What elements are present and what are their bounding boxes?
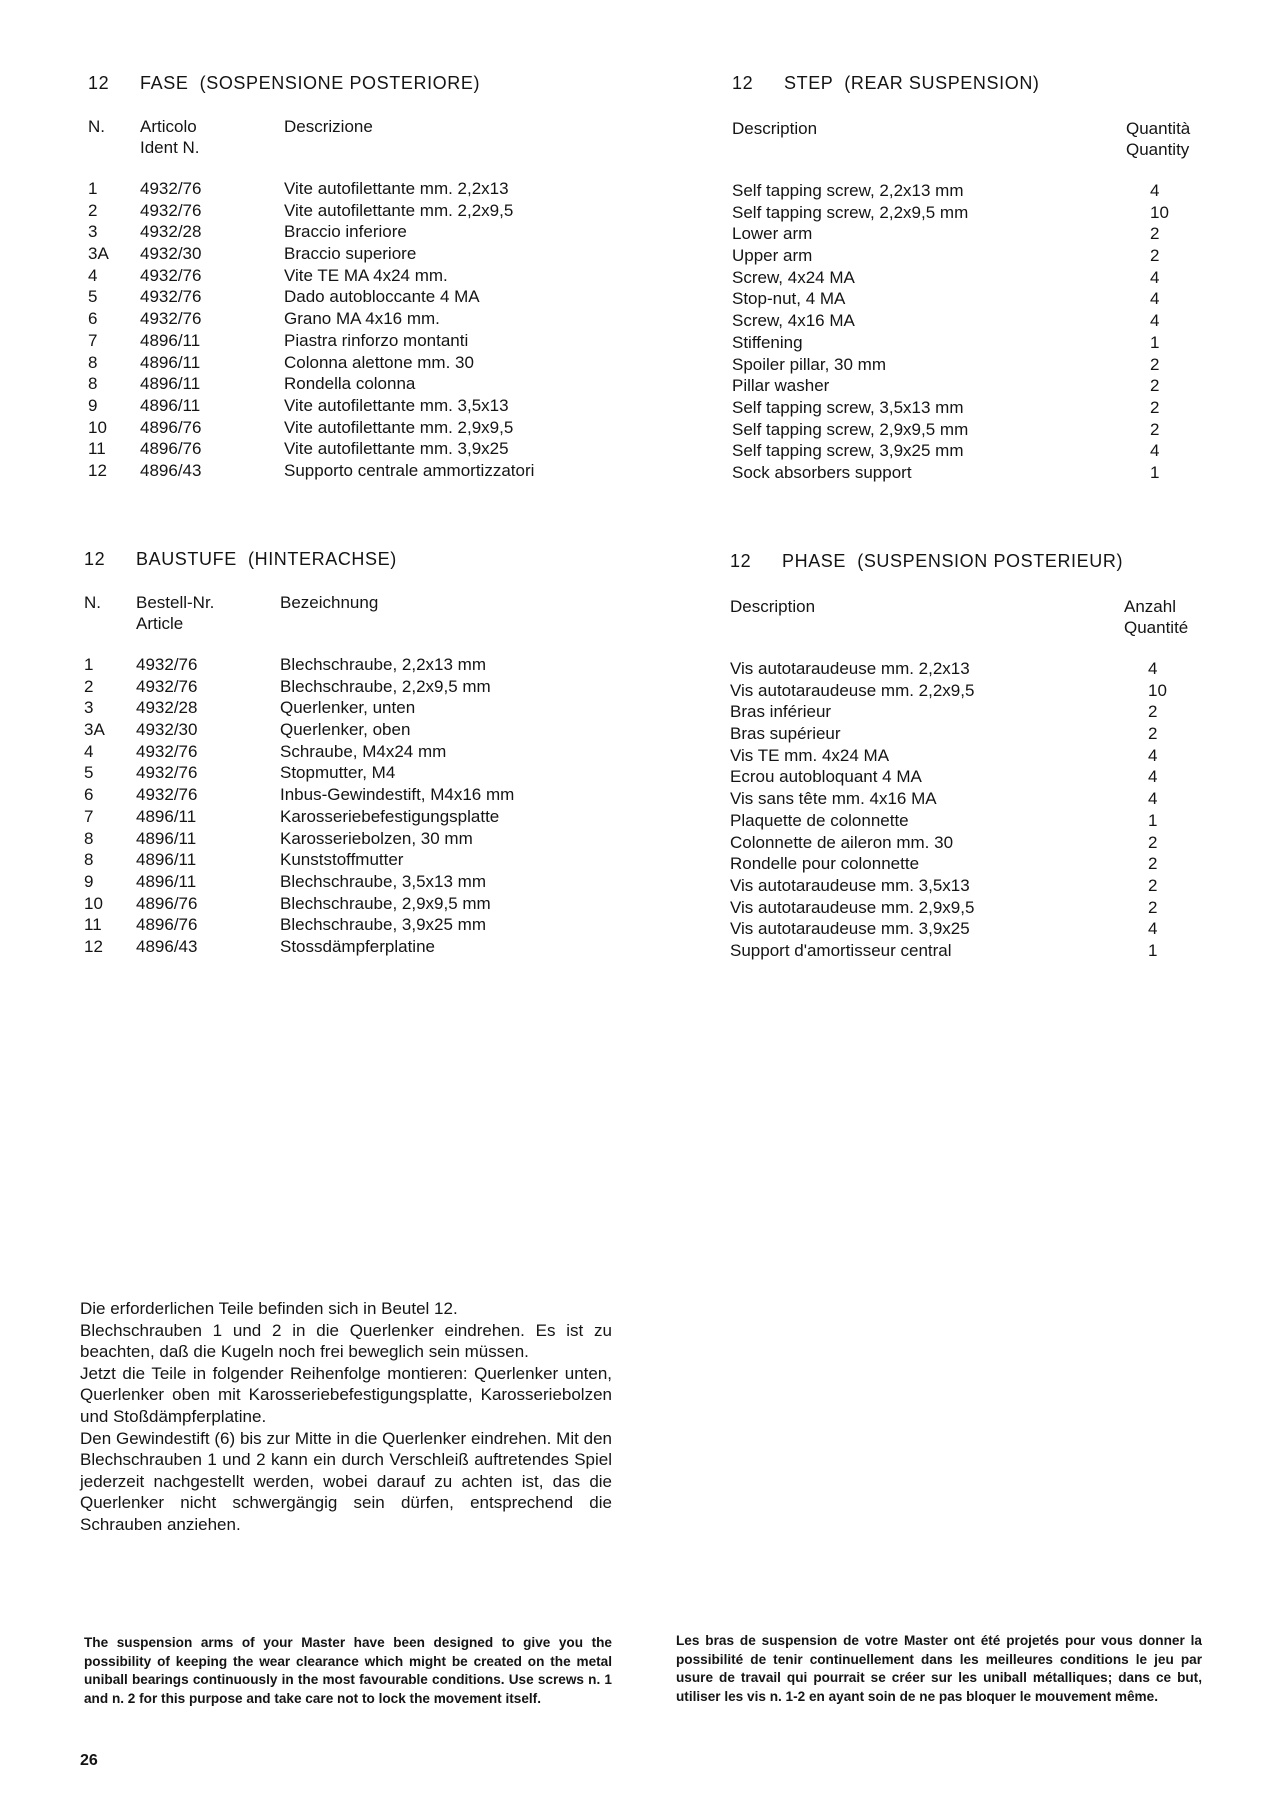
table-row (88, 308, 628, 330)
part-description: Spoiler pillar, 30 mm (732, 354, 887, 374)
part-description: Plaquette de colonnette (730, 810, 909, 830)
part-quantity: 2 (1150, 419, 1160, 439)
title-text: STEP (REAR SUSPENSION) (784, 73, 1040, 93)
row-number: 5 (88, 287, 98, 307)
title-text: BAUSTUFE (HINTERACHSE) (136, 549, 397, 569)
article-number: 4896/43 (140, 460, 202, 480)
table-row (730, 766, 1210, 788)
part-description: Vite autofilettante mm. 3,9x25 (284, 439, 509, 459)
table-row (732, 310, 1212, 332)
parts-list (732, 180, 1212, 484)
part-description: Screw, 4x16 MA (732, 311, 855, 331)
part-description: Querlenker, oben (280, 720, 411, 740)
row-number: 3 (88, 222, 98, 242)
table-row (84, 806, 624, 828)
table-row (730, 788, 1210, 810)
parts-list (84, 654, 624, 958)
part-quantity: 4 (1148, 919, 1158, 939)
row-number: 2 (84, 676, 94, 696)
table-row (88, 265, 628, 287)
part-description: Self tapping screw, 2,9x9,5 mm (732, 419, 969, 439)
table-row (730, 897, 1210, 919)
part-quantity: 4 (1148, 659, 1158, 678)
table-row (88, 460, 628, 482)
page-number: 26 (80, 1752, 98, 1769)
table-row (732, 245, 1212, 267)
part-description: Rondelle pour colonnette (730, 854, 920, 874)
table-row (84, 914, 624, 936)
part-description: Stop-nut, 4 MA (732, 289, 846, 309)
part-description: Braccio superiore (284, 244, 417, 264)
table-row (88, 417, 628, 439)
table-row (732, 332, 1212, 354)
part-description: Lower arm (732, 224, 813, 244)
row-number: 5 (84, 763, 94, 783)
section-title (88, 72, 628, 94)
part-description: Vis autotaraudeuse mm. 3,9x25 (730, 919, 970, 939)
header-article: Bestell-Nr. Article (136, 593, 215, 633)
header-quantity: Anzahl Quantité (1124, 597, 1189, 637)
part-quantity: 2 (1150, 224, 1160, 244)
row-number: 1 (84, 655, 94, 674)
part-description: Pillar washer (732, 376, 830, 396)
part-quantity: 4 (1148, 767, 1158, 787)
part-quantity: 1 (1148, 940, 1158, 960)
article-number: 4896/11 (136, 806, 197, 826)
row-number: 7 (84, 806, 94, 826)
table-row (730, 853, 1210, 875)
part-description: Vite TE MA 4x24 mm. (284, 265, 448, 285)
table-row (88, 221, 628, 243)
section-title (84, 548, 624, 570)
article-number: 4896/11 (136, 871, 197, 891)
part-description: Support d'amortisseur central (730, 940, 952, 960)
part-quantity: 1 (1150, 332, 1160, 352)
row-number: 8 (84, 828, 94, 848)
table-row (84, 741, 624, 763)
part-quantity: 2 (1148, 832, 1158, 852)
part-description: Vis autotaraudeuse mm. 2,9x9,5 (730, 897, 975, 917)
part-quantity: 4 (1150, 441, 1160, 461)
table-row (732, 180, 1212, 202)
table-row (84, 936, 624, 958)
part-quantity: 2 (1148, 854, 1158, 874)
article-number: 4932/76 (140, 265, 202, 285)
article-number: 4932/30 (136, 720, 198, 740)
article-number: 4932/76 (136, 741, 198, 761)
part-description: Bras inférieur (730, 702, 832, 722)
article-number: 4932/28 (140, 222, 202, 242)
header-description: Descrizione (284, 117, 373, 136)
article-number: 4896/11 (136, 850, 197, 870)
row-number: 10 (84, 893, 103, 913)
article-number: 4932/30 (140, 244, 202, 264)
part-quantity: 4 (1150, 311, 1160, 331)
note-text: The suspension arms of your Master have been designed to give you the possibility of keeping the wear clearance which might be created on the metal uniball bearings continuously in the most favourable conditions. Use screws n. 1 and n. 2 for this purpose and take care not to lock the movement itself. (84, 1635, 612, 1706)
table-row (84, 654, 624, 676)
parts-list (730, 658, 1210, 962)
row-number: 12 (84, 936, 103, 956)
row-number: 11 (88, 439, 106, 459)
article-number: 4896/11 (140, 352, 201, 372)
part-quantity: 4 (1150, 267, 1160, 287)
table-row (732, 202, 1212, 224)
title-text: FASE (SOSPENSIONE POSTERIORE) (140, 73, 481, 93)
part-quantity: 10 (1150, 202, 1169, 222)
part-description: Dado autobloccante 4 MA (284, 287, 480, 307)
part-description: Self tapping screw, 2,2x9,5 mm (732, 202, 969, 222)
header-article: Articolo Ident N. (140, 117, 200, 157)
part-description: Kunststoffmutter (280, 850, 404, 870)
part-description: Vis autotaraudeuse mm. 3,5x13 (730, 875, 970, 895)
section-german (84, 548, 624, 958)
row-number: 4 (84, 741, 94, 761)
article-number: 4932/76 (140, 179, 202, 198)
article-number: 4932/76 (136, 763, 198, 783)
part-quantity: 2 (1148, 724, 1158, 744)
table-row (88, 352, 628, 374)
table-row (88, 200, 628, 222)
instruction-paragraph: Den Gewindestift (6) bis zur Mitte in die Querlenker eindrehen. Mit den Blechschrauben 1 und 2 kann ein durch Verschleiß auftretendes Spiel jederzeit nachgestellt werden, wobei darauf zu achten ist, das die Querlenker nicht schwergängig sein dürfen, entsprechend die Schrauben anziehen. (80, 1428, 612, 1534)
row-number: 8 (84, 850, 94, 870)
row-number: 9 (88, 395, 98, 415)
table-row (88, 373, 628, 395)
step-number: 12 (88, 73, 110, 93)
part-quantity: 2 (1150, 397, 1160, 417)
part-description: Vis autotaraudeuse mm. 2,2x9,5 (730, 680, 975, 700)
table-row (88, 438, 628, 460)
table-row (88, 286, 628, 308)
table-row (84, 676, 624, 698)
table-row (732, 354, 1212, 376)
part-description: Querlenker, unten (280, 698, 416, 718)
part-description: Rondella colonna (284, 374, 416, 394)
part-quantity: 2 (1150, 354, 1160, 374)
table-row (732, 375, 1212, 397)
table-row (732, 288, 1212, 310)
row-number: 8 (88, 374, 98, 394)
article-number: 4896/76 (140, 439, 202, 459)
table-row (730, 701, 1210, 723)
table-row (88, 243, 628, 265)
column-headers (730, 596, 1210, 642)
table-row (84, 719, 624, 741)
row-number: 9 (84, 871, 94, 891)
header-description: Description (730, 597, 816, 616)
table-row (88, 330, 628, 352)
table-row (84, 871, 624, 893)
article-number: 4932/28 (136, 698, 198, 718)
table-row (84, 893, 624, 915)
table-row (84, 828, 624, 850)
row-number: 3 (84, 698, 94, 718)
row-number: 3A (84, 720, 105, 740)
row-number: 3A (88, 244, 109, 264)
article-number: 4896/43 (136, 936, 198, 956)
header-n: N. (84, 593, 101, 612)
german-instructions (80, 1298, 612, 1536)
article-number: 4932/76 (136, 676, 198, 696)
part-description: Karosseriebefestigungsplatte (280, 806, 500, 826)
part-quantity: 4 (1148, 745, 1158, 765)
table-row (84, 849, 624, 871)
column-headers (732, 118, 1212, 164)
article-number: 4932/76 (140, 287, 202, 307)
part-description: Supporto centrale ammortizzatori (284, 460, 535, 480)
table-row (730, 680, 1210, 702)
part-description: Screw, 4x24 MA (732, 267, 855, 287)
part-description: Vite autofilettante mm. 2,9x9,5 (284, 417, 514, 437)
row-number: 11 (84, 915, 102, 935)
table-row (732, 419, 1212, 441)
step-number: 12 (730, 551, 752, 571)
step-number: 12 (84, 549, 106, 569)
table-row (88, 178, 628, 200)
table-row (84, 762, 624, 784)
part-quantity: 10 (1148, 680, 1167, 700)
table-row (730, 875, 1210, 897)
part-description: Blechschraube, 3,9x25 mm (280, 915, 486, 935)
article-number: 4932/76 (136, 655, 198, 674)
row-number: 8 (88, 352, 98, 372)
table-row (730, 940, 1210, 962)
part-description: Vite autofilettante mm. 3,5x13 (284, 395, 509, 415)
table-row (732, 397, 1212, 419)
table-row (84, 697, 624, 719)
article-number: 4896/11 (140, 330, 201, 350)
instruction-paragraph: Blechschrauben 1 und 2 in die Querlenker eindrehen. Es ist zu beachten, daß die Kugeln noch frei beweglich sein müssen. (80, 1320, 612, 1362)
table-row (732, 440, 1212, 462)
table-row (84, 784, 624, 806)
table-row (732, 462, 1212, 484)
part-description: Braccio inferiore (284, 222, 407, 242)
header-n: N. (88, 117, 105, 136)
header-description: Description (732, 119, 818, 138)
part-description: Blechschraube, 2,2x13 mm (280, 655, 486, 674)
part-quantity: 4 (1148, 789, 1158, 809)
article-number: 4896/11 (140, 395, 201, 415)
part-description: Karosseriebolzen, 30 mm (280, 828, 473, 848)
part-quantity: 4 (1150, 289, 1160, 309)
article-number: 4896/11 (136, 828, 197, 848)
english-note (84, 1634, 612, 1708)
table-row (88, 395, 628, 417)
note-text: Les bras de suspension de votre Master ont été projetés pour vous donner la possibilité de tenir continuellement dans les meilleures conditions le jeu par usure de travail qui pourrait se créer sur les uniball métalliques; dans ce but, utiliser les vis n. 1-2 en ayant soin de ne pas bloquer le mouvement même. (676, 1633, 1202, 1704)
part-description: Blechschraube, 2,9x9,5 mm (280, 893, 491, 913)
section-title (732, 72, 1212, 94)
header-quantity: Quantità Quantity (1126, 119, 1191, 159)
table-row (730, 832, 1210, 854)
section-english (732, 72, 1212, 482)
part-description: Blechschraube, 3,5x13 mm (280, 871, 486, 891)
title-text: PHASE (SUSPENSION POSTERIEUR) (782, 551, 1124, 571)
instruction-paragraph: Jetzt die Teile in folgender Reihenfolge montieren: Querlenker unten, Querlenker oben mit Karosseriebefestigungsplatte, Karosseriebolzen und Stoßdämpferplatine. (80, 1363, 612, 1426)
section-french (730, 550, 1210, 960)
table-row (732, 267, 1212, 289)
header-description: Bezeichnung (280, 593, 379, 612)
part-quantity: 1 (1150, 462, 1160, 482)
row-number: 6 (84, 785, 94, 805)
part-description: Blechschraube, 2,2x9,5 mm (280, 676, 491, 696)
article-number: 4932/76 (140, 309, 202, 329)
part-description: Vite autofilettante mm. 2,2x9,5 (284, 200, 514, 220)
table-row (730, 723, 1210, 745)
part-description: Stopmutter, M4 (280, 763, 396, 783)
parts-list (88, 178, 628, 482)
part-quantity: 2 (1150, 246, 1160, 266)
step-number: 12 (732, 73, 754, 93)
column-headers (84, 592, 624, 638)
table-row (730, 918, 1210, 940)
row-number: 7 (88, 330, 98, 350)
part-description: Stiffening (732, 332, 803, 352)
part-description: Vis TE mm. 4x24 MA (730, 745, 890, 765)
section-title (730, 550, 1210, 572)
part-description: Grano MA 4x16 mm. (284, 309, 440, 329)
table-row (730, 658, 1210, 680)
column-headers (88, 116, 628, 162)
part-description: Colonna alettone mm. 30 (284, 352, 474, 372)
part-description: Schraube, M4x24 mm (280, 741, 447, 761)
part-quantity: 2 (1150, 376, 1160, 396)
part-description: Self tapping screw, 2,2x13 mm (732, 181, 964, 200)
section-italian (88, 72, 628, 482)
row-number: 2 (88, 200, 98, 220)
row-number: 4 (88, 265, 98, 285)
article-number: 4896/76 (136, 893, 198, 913)
part-description: Bras supérieur (730, 724, 841, 744)
row-number: 6 (88, 309, 98, 329)
table-row (730, 745, 1210, 767)
french-note (676, 1632, 1202, 1706)
article-number: 4896/11 (140, 374, 201, 394)
part-description: Upper arm (732, 246, 813, 266)
part-description: Vite autofilettante mm. 2,2x13 (284, 179, 509, 198)
row-number: 1 (88, 179, 98, 198)
article-number: 4932/76 (136, 785, 198, 805)
table-row (730, 810, 1210, 832)
table-row (732, 223, 1212, 245)
article-number: 4896/76 (136, 915, 198, 935)
part-description: Sock absorbers support (732, 462, 912, 482)
part-quantity: 2 (1148, 702, 1158, 722)
part-description: Ecrou autobloquant 4 MA (730, 767, 922, 787)
part-description: Self tapping screw, 3,5x13 mm (732, 397, 964, 417)
part-description: Vis autotaraudeuse mm. 2,2x13 (730, 659, 970, 678)
part-quantity: 2 (1148, 897, 1158, 917)
part-description: Piastra rinforzo montanti (284, 330, 469, 350)
article-number: 4932/76 (140, 200, 202, 220)
instruction-paragraph: Die erforderlichen Teile befinden sich in Beutel 12. (80, 1299, 458, 1318)
part-description: Stossdämpferplatine (280, 936, 435, 956)
part-quantity: 2 (1148, 875, 1158, 895)
part-description: Colonnette de aileron mm. 30 (730, 832, 954, 852)
part-quantity: 4 (1150, 181, 1160, 200)
article-number: 4896/76 (140, 417, 202, 437)
row-number: 12 (88, 460, 107, 480)
part-description: Vis sans tête mm. 4x16 MA (730, 789, 937, 809)
part-description: Self tapping screw, 3,9x25 mm (732, 441, 964, 461)
part-quantity: 1 (1148, 810, 1158, 830)
row-number: 10 (88, 417, 107, 437)
part-description: Inbus-Gewindestift, M4x16 mm (280, 785, 515, 805)
